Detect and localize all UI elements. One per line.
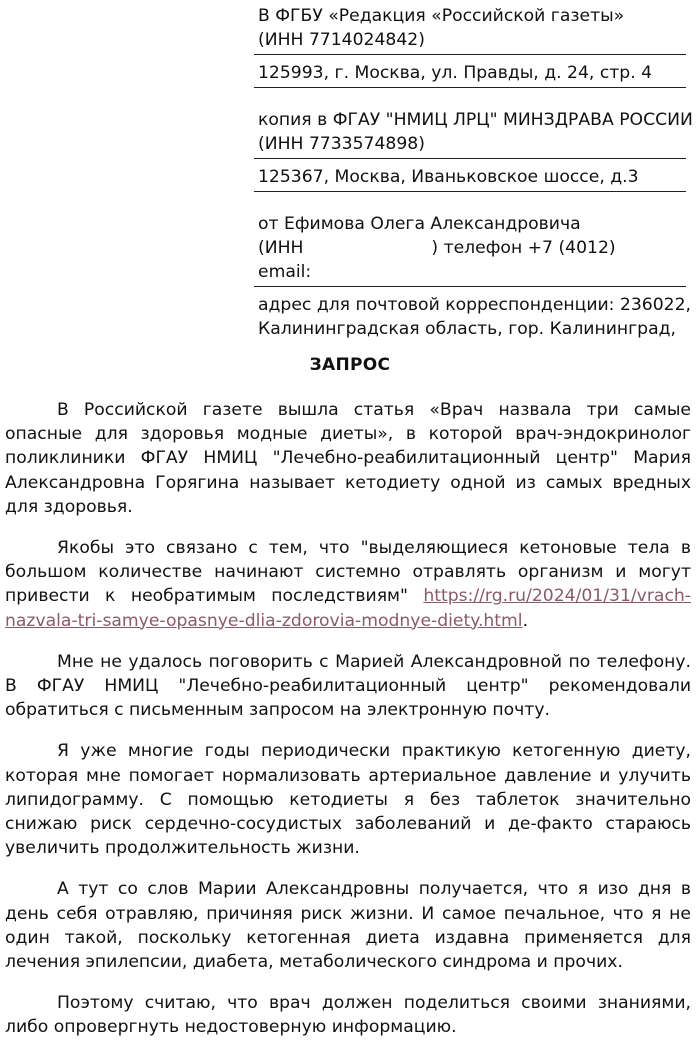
paragraph-1: В Российской газете вышла статья «Врач назвала три самые опасные для здоровья модные диеты», в которой врач-эндокринолог поликлиники ФГАУ НМИЦ "Лечебно-реабилитационный центр" Мария Александровна Горягина называет кетодиету одной из самых вредных для здоровья.: [5, 400, 691, 517]
letter-body: [5, 398, 691, 1057]
paragraph-5: А тут со слов Марии Александровны получается, что я изо дня в день себя отравляю, причиняя риск жизни. И самое печальное, что я не один такой, поскольку кетогенная диета издавна применяется для лечения эпилепсии, диабета, метаболического синдрома и прочих.: [5, 879, 691, 973]
copy-name: копия в ФГАУ "НМИЦ ЛРЦ" МИНЗДРАВА РОССИИ: [258, 110, 693, 130]
paragraph-4: Я уже многие годы периодически практикую кетогенную диету, которая мне помогает нормализовать артериальное давление и улучить липидограмму. С помощью кетодиеты я без таблеток значительно снижаю риск сердечно-сосудистых заболеваний и де-факто стараюсь увеличить продолжительность жизни.: [5, 741, 691, 859]
recipient-block: [258, 4, 690, 52]
sender-phone: ) телефон +7 (4012): [431, 238, 616, 258]
sender-inn-label: (ИНН: [258, 238, 304, 258]
sender-block: [258, 212, 690, 284]
divider-line: [254, 286, 686, 287]
copy-address: 125367, Москва, Иваньковское шоссе, д.3: [258, 167, 639, 187]
divider-line: [254, 54, 686, 55]
article-link[interactable]: https://rg.ru/2024/01/31/vrach-nazvala-tri-samye-opasnye-dlia-zdorovia-modnye-diety.html: [5, 586, 691, 631]
paragraph-2-end: .: [522, 610, 529, 631]
divider-line: [254, 87, 686, 88]
divider-line: [254, 191, 686, 192]
redacted-area: [317, 267, 437, 277]
copy-inn: (ИНН 7733574898): [258, 134, 425, 154]
postal-address-line-2: Калининградская область, гор. Калининград,: [258, 319, 676, 339]
paragraph-2-text: Якобы это связано с тем, что "выделяющиеся кетоновые тела в большом количестве начинают системно отравлять организм и могут привести к необратимым последствиям": [5, 538, 691, 607]
postal-address-line-1: адрес для почтовой корреспонденции: 236022,: [258, 295, 691, 315]
recipient-address: 125993, г. Москва, ул. Правды, д. 24, стр. 4: [258, 63, 653, 83]
document-title: ЗАПРОС: [309, 355, 391, 375]
redacted-area: [616, 241, 676, 255]
paragraph-3: Мне не удалось поговорить с Марией Александровной по телефону. В ФГАУ НМИЦ "Лечебно-реабилитационный центр" рекомендовали обратиться с письменным запросом на электронную почту.: [5, 651, 691, 721]
paragraph-6: Поэтому считаю, что врач должен поделиться своими знаниями, либо опровергнуть недостоверную информацию.: [5, 993, 691, 1038]
sender-email: [258, 260, 690, 284]
sender-name: от Ефимова Олега Александровича: [258, 214, 581, 234]
recipient-inn: (ИНН 7714024842): [258, 30, 425, 50]
redacted-area: [303, 241, 431, 255]
copy-block: [258, 108, 693, 156]
email-label: email:: [258, 262, 312, 282]
sender-contacts: [258, 236, 690, 260]
divider-line: [254, 158, 686, 159]
address-block: [258, 4, 693, 341]
paragraph-2: [5, 536, 691, 633]
recipient-name: В ФГБУ «Редакция «Российской газеты»: [258, 6, 625, 26]
